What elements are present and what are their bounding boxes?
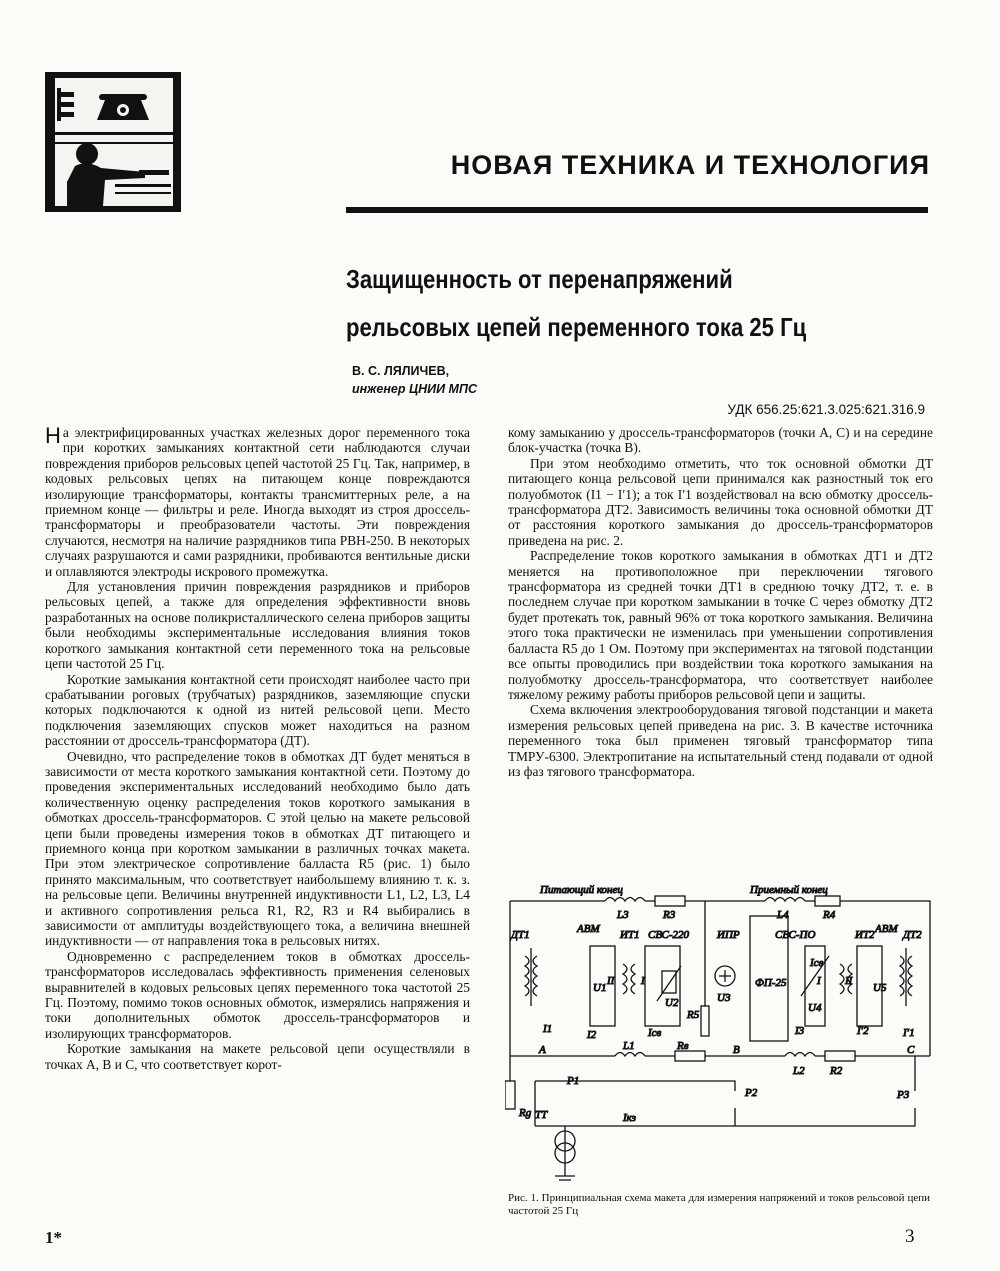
- r3-label: R3: [663, 909, 676, 921]
- section-title: НОВАЯ ТЕХНИКА И ТЕХНОЛОГИЯ: [450, 150, 930, 180]
- paragraph: При этом необходимо отметить, что ток основной обмотки ДТ питающего конца рельсовой цепи принимался как разностный ток его полуобмоток (I1 − I′1); а ток I′1 воздействовал на всю обмотку дроссель-трансформатора ДТ2. Зависимость величины тока основной обмотки ДТ от расстояния короткого замыкания до дроссель-трансформаторов приведена на рис. 2.: [508, 455, 933, 548]
- l2-label: L2: [793, 1065, 805, 1077]
- u-label: U1: [593, 982, 607, 994]
- dt1-label: ДТ1: [511, 929, 530, 941]
- figure-caption: Рис. 1. Принципиальная схема макета для измерения напряжений и токов рельсовой цепи частотой 25 Гц: [508, 1192, 930, 1217]
- paragraph: Очевидно, что распределение токов в обмотках ДТ будет меняться в зависимости от места короткого замыкания контактной сети. Поэтому до проведения экспериментальных исследований необходимо было дать количественную оценку распределения токов короткого замыкания в обмотках дроссель-трансформаторов. С этой целью на макете рельсовой цепи были проведены измерения токов в обмотках ДТ питающего и приемного конца при коротком замыкании в различных точках макета. При этом электрическое сопротивление балласта R5 (рис. 1) было принято максимальным, что соответствует наибольшему влиянию т. к. з. на рельсовые цепи. Величины внутренней индуктивности L1, L2, L3, L4 и активного сопротивления рельса R1, R2, R3 и R4 выбирались в зависимости от амплитуды воздействующего тока, а величина внешней индуктивности — от направления тока в рельсовых нитях.: [45, 748, 470, 949]
- page-number: 3: [905, 1226, 915, 1247]
- i2-label: I2: [587, 1029, 597, 1041]
- p1-label: P1: [567, 1075, 580, 1087]
- p3-label: P3: [897, 1089, 910, 1101]
- rv-label: Rв: [677, 1040, 689, 1052]
- u-label: U2: [665, 997, 679, 1009]
- paragraph: кому замыканию у дроссель-трансформаторов (точки А, С) и на середине блок-участка (точка В).: [508, 425, 933, 456]
- point-b-label: В: [733, 1044, 740, 1056]
- u-label: U5: [873, 982, 887, 994]
- signature-mark: 1*: [45, 1228, 62, 1247]
- r2-label: R2: [830, 1065, 843, 1077]
- it2-label: ИТ2: [855, 929, 875, 941]
- telephone-operator-icon: [45, 72, 181, 212]
- winding-label: I: [817, 975, 821, 987]
- i3-label: I3: [795, 1025, 805, 1037]
- circuit-diagram: [505, 876, 935, 1181]
- avm2-label: АВМ: [875, 923, 898, 935]
- author-block: [352, 362, 477, 398]
- r5-label: R5: [687, 1009, 700, 1021]
- receive-end-label: Приемный конец: [750, 884, 828, 896]
- p2-label: P2: [745, 1087, 758, 1099]
- paragraph: Короткие замыкания на макете рельсовой цепи осуществляли в точках А, В и С, что соответствует корот-: [45, 1041, 470, 1072]
- l4-label: L4: [777, 909, 789, 921]
- svspo-label: СВС-ПО: [775, 929, 816, 941]
- feed-end-label: Питающий конец: [540, 884, 623, 896]
- udc-code: УДК 656.25:621.3.025:621.316.9: [727, 402, 925, 417]
- left-column: [45, 425, 470, 1072]
- author-name: В. С. ЛЯЛИЧЕВ,: [352, 364, 450, 378]
- u-label: U3: [717, 992, 731, 1004]
- fp25-label: ФП-25: [755, 977, 787, 989]
- section-divider: [346, 207, 928, 213]
- avm1-label: АВМ: [577, 923, 600, 935]
- dt2-label: ДТ2: [903, 929, 922, 941]
- l1-label: L1: [623, 1040, 635, 1052]
- ikz-label: Iкз: [623, 1112, 636, 1124]
- ipr-label: ИПР: [717, 929, 740, 941]
- l3-label: L3: [617, 909, 629, 921]
- winding-label: II: [845, 975, 853, 987]
- i1-label: I1: [543, 1023, 553, 1035]
- isv-label: Iсв: [648, 1027, 662, 1039]
- paragraph: На электрифицированных участках железных дорог переменного тока при коротких замыканиях контактной сети наблюдаются случаи повреждения приборов рельсовых цепей частотой 25 Гц. Так, например, в кодовых рельсовых цепях на питающем конце повреждаются изолирующие трансформаторы, контакты трансмиттерных реле, а на приемном конце — фильтры и реле. Иногда выходят из строя дроссель-трансформаторы и преобразователи частоты. Эти повреждения случаются, несмотря на наличие разрядников типа РВН-250. В некоторых случаях разрушаются и сами разрядники, пробиваются вентильные диски и оплавляются электроды искрового промежутка.: [45, 423, 470, 579]
- i1p-label: I′1: [903, 1027, 915, 1039]
- i2p-label: I′2: [857, 1025, 869, 1037]
- paragraph: Короткие замыкания контактной сети происходят наиболее часто при срабатывании роговых (трубчатых) разрядников, заземляющие спуски которых подключаются к одной из нитей рельсовой цепи. Место подключения заземляющих спусков может находиться на разном расстоянии от дроссель-трансформатора (ДТ).: [45, 671, 470, 749]
- tt-label: ТТ: [535, 1109, 548, 1121]
- u-label: U4: [808, 1002, 822, 1014]
- paragraph: Схема включения электрооборудования тяговой подстанции и макета измерения рельсовых цепей приведена на рис. 3. В качестве источника переменного тока был применен тяговый трансформатор типа ТМРУ-6300. Электропитание на испытательный стенд подавали от одной из фаз тягового трансформатора.: [508, 702, 933, 779]
- drop-cap: Н: [45, 423, 61, 448]
- winding-label: II: [607, 975, 615, 987]
- rg-label: Rg: [519, 1107, 532, 1119]
- paragraph: Одновременно с распределением токов в обмотках дроссель-трансформаторов исследовалась эффективность применения селеновых выравнителей в кодовых рельсовых цепях переменного тока частотой 25 Гц. Поэтому, помимо токов основных обмоток, измерялись напряжения и токи дополнительных обмоток дроссель-трансформаторов и изолирующих трансформаторов.: [45, 948, 470, 1041]
- point-c-label: С: [907, 1044, 915, 1056]
- point-a-label: А: [539, 1044, 546, 1056]
- winding-label: I: [641, 975, 645, 987]
- isv2-label: Iсв: [810, 957, 824, 969]
- author-role: инженер ЦНИИ МПС: [352, 382, 477, 396]
- paragraph: Для установления причин повреждения разрядников и приборов рельсовых цепей, а также для определения эффективности вновь разработанных на основе поликристаллического селена приборов защиты были необходимы экспериментальные исследования влияния токов короткого замыкания контактной сети переменного тока на рельсовые цепи частотой 25 Гц.: [45, 579, 470, 672]
- it1-label: ИТ1: [620, 929, 640, 941]
- right-column: [508, 425, 933, 779]
- article-title: Защищенность от перенапряжений рельсовых цепей переменного тока 25 Гц: [346, 264, 807, 342]
- svs220-label: СВС-220: [648, 929, 690, 941]
- paragraph: Распределение токов короткого замыкания в обмотках ДТ1 и ДТ2 меняется на противоположное при переключении тягового трансформатора из средней точки ДТ1 в среднюю точку ДТ2, т. е. в последнем случае при коротком замыкании в точке С через обмотку ДТ2 будет протекать ток, равный 96% от тока короткого замыкания. Величина этого тока практически не изменилась при уменьшении сопротивления балласта R5 до 1 Ом. Поэтому при экспериментах на тяговой подстанции все опыты проводились при воздействии тока короткого замыкания на полуобмотку дроссель-трансформатора, что соответствует наиболее тяжелому режиму работы приборов рельсовой цепи и защиты.: [508, 548, 933, 702]
- r4-label: R4: [823, 909, 836, 921]
